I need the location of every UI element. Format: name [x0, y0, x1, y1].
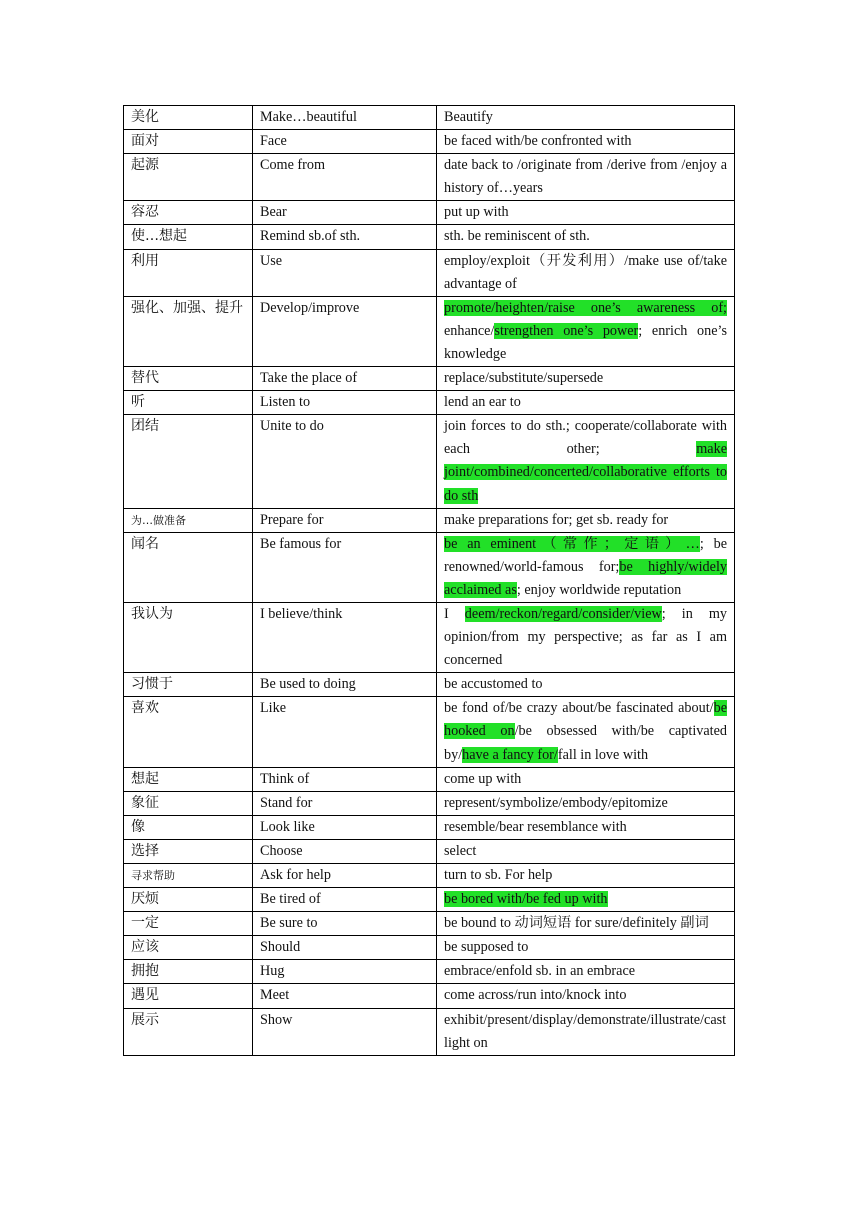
- advanced-expression-cell: [437, 888, 735, 912]
- highlighted-phrase: have a fancy for/: [462, 746, 558, 763]
- table-row: [124, 130, 735, 154]
- chinese-term-cell: 美化: [124, 106, 253, 130]
- advanced-expression-cell: [437, 130, 735, 154]
- advanced-expression-cell: [437, 815, 735, 839]
- chinese-term-cell: 象征: [124, 791, 253, 815]
- chinese-term-cell: 应该: [124, 936, 253, 960]
- table-row: [124, 936, 735, 960]
- phrase-text: make preparations for; get sb. ready for: [444, 511, 669, 528]
- table-row: [124, 367, 735, 391]
- table-row: [124, 201, 735, 225]
- chinese-term-cell: 使…想起: [124, 225, 253, 249]
- chinese-term-cell: 选择: [124, 839, 253, 863]
- chinese-term-cell: 想起: [124, 767, 253, 791]
- table-row: [124, 532, 735, 602]
- chinese-term-cell: 为…做准备: [124, 508, 253, 532]
- basic-expression-cell: Show: [253, 1008, 437, 1055]
- table-row: [124, 225, 735, 249]
- phrase-text: represent/symbolize/embody/epitomize: [444, 794, 668, 811]
- phrase-text: join forces to do sth.; cooperate/collaborate with each other;: [444, 418, 727, 458]
- phrase-text: fall in love with: [557, 746, 649, 763]
- basic-expression-cell: Should: [253, 936, 437, 960]
- basic-expression-cell: Take the place of: [253, 367, 437, 391]
- table-row: [124, 391, 735, 415]
- table-row: [124, 106, 735, 130]
- basic-expression-cell: Ask for help: [253, 864, 437, 888]
- basic-expression-cell: Be tired of: [253, 888, 437, 912]
- basic-expression-cell: Bear: [253, 201, 437, 225]
- basic-expression-cell: Hug: [253, 960, 437, 984]
- highlighted-phrase: make joint/combined/concerted/collaborative efforts to do sth: [444, 441, 727, 504]
- table-row: [124, 960, 735, 984]
- highlighted-phrase: be an eminent（常作；定语）…: [444, 535, 700, 552]
- chinese-term-cell: 利用: [124, 249, 253, 296]
- advanced-expression-cell: [437, 984, 735, 1008]
- highlighted-phrase: be hooked on: [444, 700, 727, 740]
- chinese-term-cell: 强化、加强、提升: [124, 296, 253, 366]
- advanced-expression-cell: [437, 936, 735, 960]
- table-row: [124, 912, 735, 936]
- table-row: [124, 791, 735, 815]
- chinese-term-cell: 展示: [124, 1008, 253, 1055]
- phrase-text: be bound to 动词短语 for sure/definitely 副词: [444, 915, 709, 932]
- phrase-text: /be obsessed with/be captivated by/: [444, 723, 727, 763]
- advanced-expression-cell: [437, 225, 735, 249]
- basic-expression-cell: Think of: [253, 767, 437, 791]
- chinese-term-cell: 起源: [124, 154, 253, 201]
- highlighted-phrase: deem/reckon/regard/consider/view: [464, 605, 662, 622]
- advanced-expression-cell: [437, 697, 735, 767]
- advanced-expression-cell: [437, 508, 735, 532]
- chinese-term-cell: 习惯于: [124, 673, 253, 697]
- chinese-term-cell: 面对: [124, 130, 253, 154]
- phrase-text: turn to sb. For help: [444, 867, 553, 883]
- advanced-expression-cell: [437, 391, 735, 415]
- phrase-text: I: [444, 605, 465, 622]
- chinese-term-cell: 听: [124, 391, 253, 415]
- table-row: [124, 984, 735, 1008]
- chinese-term-cell: 容忍: [124, 201, 253, 225]
- basic-expression-cell: Unite to do: [253, 415, 437, 508]
- phrase-text: come across/run into/knock into: [444, 987, 627, 1004]
- advanced-expression-cell: [437, 912, 735, 936]
- phrase-text: select: [444, 842, 477, 859]
- phrase-text: resemble/bear resemblance with: [444, 818, 627, 835]
- advanced-expression-cell: [437, 249, 735, 296]
- chinese-term-cell: 喜欢: [124, 697, 253, 767]
- basic-expression-cell: Use: [253, 249, 437, 296]
- phrase-text: ; be renowned/world-famous for;: [444, 535, 727, 575]
- table-row: [124, 767, 735, 791]
- highlighted-phrase: promote/heighten/raise one’s awareness of;: [444, 299, 727, 316]
- basic-expression-cell: Like: [253, 697, 437, 767]
- table-row: [124, 508, 735, 532]
- table-row: [124, 154, 735, 201]
- phrase-text: ; enrich one’s knowledge: [444, 322, 727, 362]
- phrase-text: come up with: [444, 770, 522, 787]
- highlighted-phrase: be highly/widely acclaimed as: [444, 558, 727, 598]
- advanced-expression-cell: [437, 415, 735, 508]
- basic-expression-cell: Develop/improve: [253, 296, 437, 366]
- vocabulary-table: [123, 105, 735, 1056]
- advanced-expression-cell: [437, 602, 735, 672]
- chinese-term-cell: 团结: [124, 415, 253, 508]
- basic-expression-cell: Face: [253, 130, 437, 154]
- basic-expression-cell: Be sure to: [253, 912, 437, 936]
- vocabulary-table-body: [124, 106, 735, 1056]
- advanced-expression-cell: [437, 296, 735, 366]
- chinese-term-cell: 像: [124, 815, 253, 839]
- phrase-text: employ/exploit（开发利用）/make use of/take advantage of: [444, 252, 727, 292]
- basic-expression-cell: Be used to doing: [253, 673, 437, 697]
- advanced-expression-cell: [437, 1008, 735, 1055]
- chinese-term-cell: 我认为: [124, 602, 253, 672]
- basic-expression-cell: Make…beautiful: [253, 106, 437, 130]
- table-row: [124, 697, 735, 767]
- chinese-term-cell: 替代: [124, 367, 253, 391]
- advanced-expression-cell: [437, 960, 735, 984]
- table-row: [124, 1008, 735, 1055]
- table-row: [124, 815, 735, 839]
- chinese-term-cell: 寻求帮助: [124, 864, 253, 888]
- phrase-text: sth. be reminiscent of sth.: [444, 228, 590, 245]
- advanced-expression-cell: [437, 201, 735, 225]
- basic-expression-cell: Be famous for: [253, 532, 437, 602]
- chinese-term-cell: 闻名: [124, 532, 253, 602]
- phrase-text: date back to /originate from /derive from /enjoy a history of…years: [444, 157, 727, 197]
- phrase-text: be fond of/be crazy about/be fascinated about/: [444, 700, 714, 717]
- phrase-text: be faced with/be confronted with: [444, 133, 632, 150]
- table-row: [124, 673, 735, 697]
- chinese-term-cell: 一定: [124, 912, 253, 936]
- basic-expression-cell: Choose: [253, 839, 437, 863]
- advanced-expression-cell: [437, 154, 735, 201]
- chinese-term-cell: 遇见: [124, 984, 253, 1008]
- basic-expression-cell: Stand for: [253, 791, 437, 815]
- advanced-expression-cell: [437, 839, 735, 863]
- advanced-expression-cell: [437, 106, 735, 130]
- table-row: [124, 249, 735, 296]
- phrase-text: be accustomed to: [444, 676, 543, 693]
- phrase-text: ; in my opinion/from my perspective; as far as I am concerned: [444, 605, 727, 669]
- phrase-text: Beautify: [444, 109, 493, 125]
- highlighted-phrase: be bored with/be fed up with: [444, 891, 608, 908]
- phrase-text: exhibit/present/display/demonstrate/illustrate/cast light on: [444, 1011, 727, 1051]
- table-row: [124, 296, 735, 366]
- highlighted-phrase: strengthen one’s power: [494, 322, 639, 339]
- basic-expression-cell: Meet: [253, 984, 437, 1008]
- basic-expression-cell: I believe/think: [253, 602, 437, 672]
- table-row: [124, 888, 735, 912]
- phrase-text: lend an ear to: [444, 394, 521, 411]
- table-row: [124, 864, 735, 888]
- advanced-expression-cell: [437, 673, 735, 697]
- advanced-expression-cell: [437, 532, 735, 602]
- phrase-text: replace/substitute/supersede: [444, 370, 604, 387]
- advanced-expression-cell: [437, 864, 735, 888]
- phrase-text: embrace/enfold sb. in an embrace: [444, 963, 636, 980]
- phrase-text: be supposed to: [444, 939, 529, 956]
- chinese-term-cell: 厌烦: [124, 888, 253, 912]
- basic-expression-cell: Prepare for: [253, 508, 437, 532]
- table-row: [124, 839, 735, 863]
- phrase-text: put up with: [444, 204, 509, 221]
- advanced-expression-cell: [437, 791, 735, 815]
- basic-expression-cell: Remind sb.of sth.: [253, 225, 437, 249]
- phrase-text: ; enjoy worldwide reputation: [516, 581, 682, 598]
- table-row: [124, 602, 735, 672]
- basic-expression-cell: Listen to: [253, 391, 437, 415]
- advanced-expression-cell: [437, 367, 735, 391]
- chinese-term-cell: 拥抱: [124, 960, 253, 984]
- phrase-text: enhance/: [444, 322, 495, 339]
- advanced-expression-cell: [437, 767, 735, 791]
- basic-expression-cell: Come from: [253, 154, 437, 201]
- table-row: [124, 415, 735, 508]
- basic-expression-cell: Look like: [253, 815, 437, 839]
